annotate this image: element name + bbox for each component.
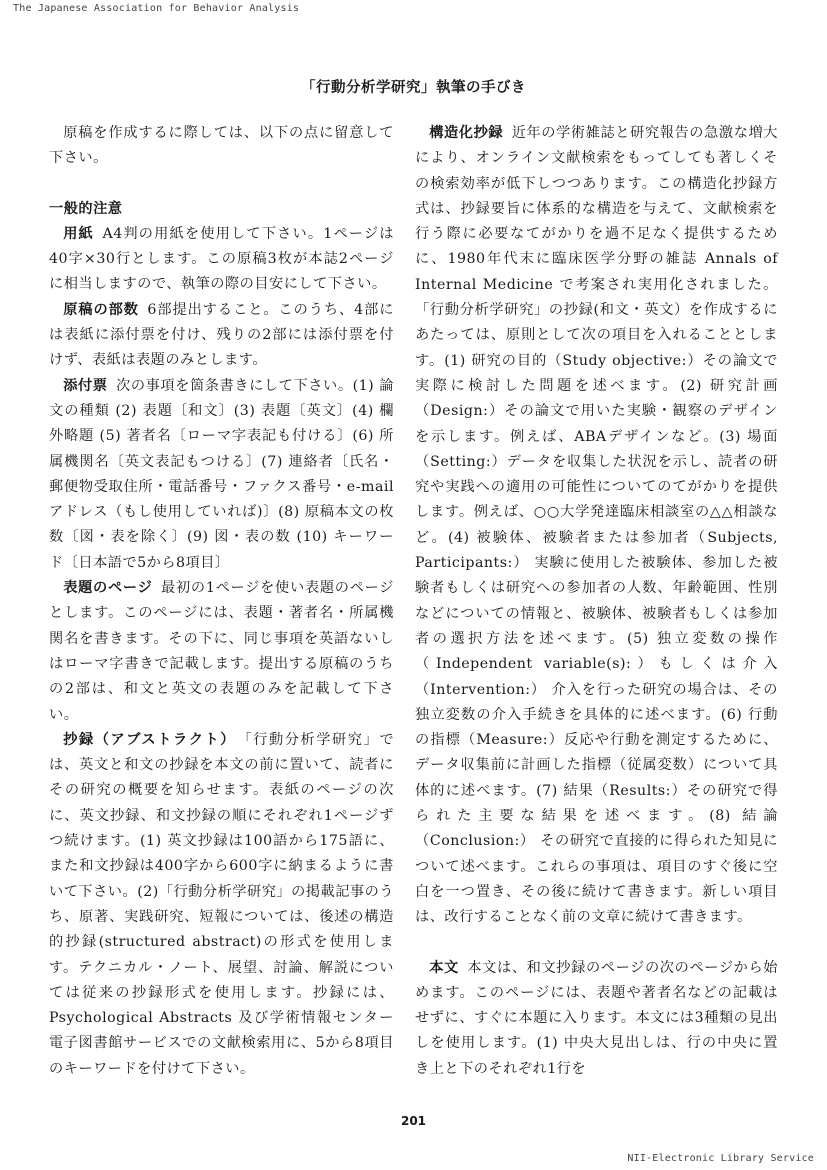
body-paragraph [415, 956, 778, 1082]
intro-paragraph: 原稿を作成するに際しては、以下の点に留意して下さい。 [49, 125, 394, 167]
structured-abstract-paragraph [415, 121, 778, 931]
copies-text: 6部提出すること。このうち、4部には表紙に添付票を付け、残りの2部には添付票を付けず、表紙は表題のみとします。 [49, 301, 394, 369]
paper-paragraph [49, 222, 394, 298]
library-footer: NII-Electronic Library Service [627, 1153, 814, 1164]
page-number: 201 [400, 1114, 427, 1128]
body-text: 本文は、和文抄録のページの次のページから始めます。このページには、表題や著者名などの記載はせずに、すぐに本題に入ります。本文には3種類の見出しを使用します。(1) 中央大見出しは、行の中央に置き上と下のそれぞれ1行を [415, 959, 778, 1077]
journal-header: The Japanese Association for Behavior Analysis [13, 3, 300, 14]
abstract-paragraph [49, 728, 394, 1082]
title-page-text: 最初の1ページを使い表題のページとします。このページには、表題・著者名・所属機関名を書きます。その下に、同じ事項を英語ないしはローマ字書きで記載します。提出する原稿のうちの2部は、和文と英文の表題のみを記載して下さい。 [49, 580, 394, 723]
title-page-paragraph [49, 576, 394, 728]
abstract-term: 抄録（アブストラクト） [63, 731, 237, 748]
abstract-text: 「行動分析学研究」では、英文と和文の抄録を本文の前に置いて、読者にその研究の概要を知らせます。表紙のページの次に、英文抄録、和文抄録の順にそれぞれ1ページずつ続けます。(1) 英文抄録は100語から175語に、また和文抄録は400字から600字に納まるように書いて下さい。(2)「行動分析学研究」の掲載記事のうち、原著、実践研究、短報については、後述の構造的抄録(structured abstract)の形式を使用します。テクニカル・ノート、展望、討論、解説については従来の抄録形式を使用します。抄録には、Psychological Abstracts 及び学術情報センター電子図書館サービスでの文献検索用に、5から8項目のキーワードを付けて下さい。 [49, 731, 395, 1077]
page-title: 「行動分析学研究」執筆の手びき [301, 80, 526, 96]
structured-abstract-text: 近年の学術雑誌と研究報告の急激な増大により、オンライン文献検索をもってしても著しくその検索効率が低下しつつあります。この構造化抄録方式は、抄録要旨に体系的な構造を与えて、文献検索を行う際に必要なてがかりを過不足なく提供するために、1980年代末に臨床医学分野の雑誌 Annals of Internal Medicine で考案され実用化されました。「行動分析学研究」の抄録(和文・英文）を作成するにあたっては、原則として次の項目を入れることとします。(1) 研究の目的（Study objective:）その論文で実際に検討した問題を述べます。(2) 研究計画（Design:）その論文で用いた実験・観察のデザインを示します。例えば、ABAデザインなど。(3) 場面（Setting:）データを収集した状況を示し、読者の研究や実践への適用の可能性についてのてがかりを提供します。例えば、○○大学発達臨床相談室の△△相談など。(4) 被験体、被験者または参加者（Subjects, Participants:） 実験に使用した被験体、参加した被験者もしくは研究への参加者の人数、年齢範囲、性別などについての情報と、被験体、被験者もしくは参加者の選択方法を述べます。(5) 独立変数の操作（Independent variable(s):）もしくは介入（Intervention:） 介入を行った研究の場合は、その独立変数の介入手続きを具体的に述べます。(6) 行動の指標（Measure:）反応や行動を測定するために、データ収集前に計画した指標（従属変数）について具体的に述べます。(7) 結果（Results:）その研究で得られた主要な結果を述べます。(8) 結論（Conclusion:） その研究で直接的に得られた知見について述べます。これらの事項は、項目のすぐ後に空白を一つ置き、その後に続けて書きます。新しい項目は、改行することなく前の文章に続けて書きます。 [415, 125, 778, 926]
body-term: 本文 [429, 959, 459, 976]
copies-paragraph [49, 298, 394, 374]
copies-term: 原稿の部数 [63, 301, 139, 318]
structured-abstract-term: 構造化抄録 [429, 125, 504, 141]
attachment-text: 次の事項を箇条書きにして下さい。(1) 論文の種類 (2) 表題〔和文〕(3) 表題〔英文〕(4) 欄外略題 (5) 著者名〔ローマ字表記も付ける〕(6) 所属機関名〔英文表記もつける〕(7) 連絡者〔氏名・郵便物受取住所・電話番号・ファクス番号・e-mailアドレス（もし使用していれば)〕(8) 原稿本文の枚数〔図・表を除く〕(9) 図・表の数 (10) キーワード〔日本語で5から8項目〕 [49, 377, 394, 571]
paper-text: A4判の用紙を使用して下さい。1ページは40字×30行とします。この原稿3枚が本誌2ページに相当しますので、執筆の際の目安にして下さい。 [49, 225, 394, 293]
section-heading: 一般的注意 [49, 200, 123, 217]
attachment-paragraph [49, 374, 394, 576]
attachment-term: 添付票 [63, 377, 108, 394]
right-column [415, 121, 778, 1082]
title-page-term: 表題のページ [63, 580, 153, 597]
paragraph-gap [415, 931, 778, 956]
left-column [49, 121, 394, 1082]
paper-term: 用紙 [63, 225, 94, 242]
